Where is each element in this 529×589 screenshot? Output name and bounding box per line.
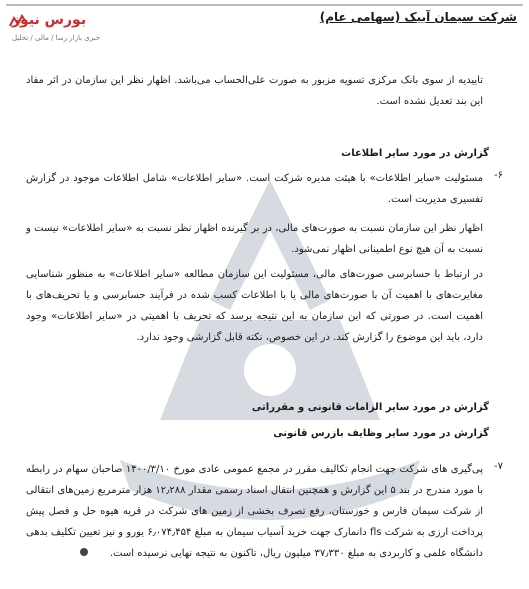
item-6-paragraph: مسئولیت «سایر اطلاعات» با هیئت مدیره شرکت است. «سایر اطلاعات» شامل اطلاعات موجود در گزارش تفسیری مدیریت است. xyxy=(26,173,483,205)
legal-requirements-heading: گزارش در مورد سایر الزامات قانونی و مقرراتی xyxy=(251,402,489,413)
logo-title: بورس نیوز xyxy=(12,12,87,28)
header-rule xyxy=(6,4,523,6)
other-info-opinion-paragraph: اظهار نظر این سازمان نسبت به صورت‌های مالی، در بر گیرنده اظهار نظر نسبت به «سایر اطلاعات» نیست و نسبت به آن هیچ نوع اطمینانی اظهار نمی‌شود. xyxy=(26,223,483,255)
news-logo xyxy=(8,8,128,54)
auditor-duties-heading: گزارش در مورد سایر وظایف بازرس قانونی xyxy=(273,428,489,439)
other-info-heading: گزارش در مورد سایر اطلاعات xyxy=(341,148,489,159)
item-7-paragraph: پی‌گیری های شرکت جهت انجام تکالیف مقرر در مجمع عمومی عادی مورخ ۱۴۰۰/۳/۱۰ صاحبان سهام در رابطه با مورد مندرج در بند ۵ این گزارش و همچنین انتقال اسناد رسمی مقدار ۱۲٫۲۸۸ هزار مترمربع زمین‌های انتقالی از شرکت سیمان فارس و خوزستان، رفع تصرف بخشی از زمین های شرکت در قریه هیوه حل و فصل پیش پرداخت ارزی به شرکت fls دانمارک جهت خرید آسیاب سیمان به مبلغ ۶٫۰۷۴٫۴۵۴ یورو و نیز تعیین تکلیف بدهی دانشگاه علمی و کاربردی به مبلغ ۳۷٫۳۳۰ میلیون ریال، تاکنون به نتیجه نهایی نرسیده است. xyxy=(26,464,484,559)
page-dot xyxy=(80,548,88,556)
other-info-responsibility-paragraph: در ارتباط با حسابرسی صورت‌های مالی، مسئولیت این سازمان مطالعه «سایر اطلاعات» به منظور شناسایی مغایرت‌های با اهمیت آن با صورت‌های مالی یا با اطلاعات کسب شده در فرآیند حسابرسی و یا تحریف‌های با اهمیت است. در صورتی که این سازمان به این نتیجه برسد که تحریف با اهمیتی در «سایر اطلاعات» وجود دارد، باید این موضوع را گزارش کند. در این خصوص، نکته قابل گزارشی وجود ندارد. xyxy=(26,269,483,343)
item-7-number: ۷- xyxy=(494,461,503,472)
company-title: شرکت سیمان آبیک (سهامی عام) xyxy=(319,10,517,24)
logo-tagline: خبری بازار رسا / مالی / تحلیل xyxy=(12,34,101,42)
item-6-number: ۶- xyxy=(494,170,503,181)
intro-paragraph: تاییدیه از سوی بانک مرکزی تسویه مزبور به صورت علی‌الحساب می‌باشد. اظهار نظر این سازمان در اثر مفاد این بند تعدیل نشده است. xyxy=(26,75,483,107)
